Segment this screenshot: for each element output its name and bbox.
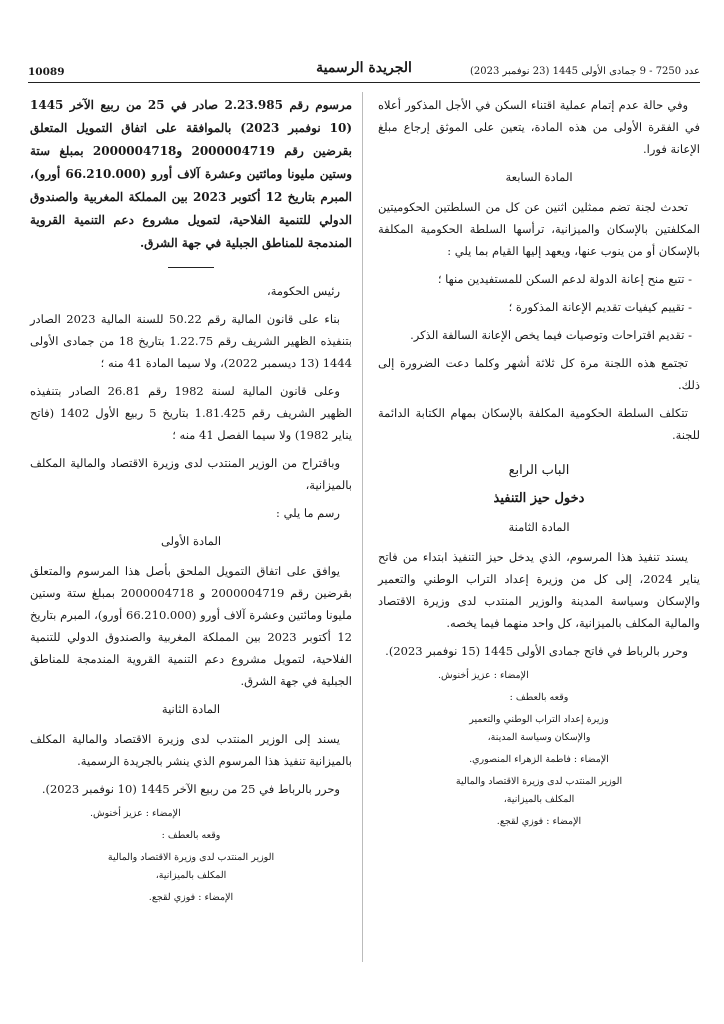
issue-info: عدد 7250 - 9 جمادى الأولى 1445 (23 نوفمبر 2023) [469, 66, 700, 77]
minister-title: وزيرة إعداد التراب الوطني والتعمير [469, 714, 609, 725]
head-of-government: رئيس الحكومة، [267, 284, 340, 298]
list-item: - تقديم اقتراحات وتوصيات فيما يخص الإعانة السالفة الذكر. [410, 328, 692, 342]
column-divider [362, 92, 363, 962]
signature: الإمضاء : عزيز أخنوش. [438, 670, 529, 681]
publication-title: الجريدة الرسمية [316, 60, 412, 76]
paragraph: تجتمع هذه اللجنة مرة كل ثلاثة أشهر وكلما دعت الضرورة إلى ذلك. [378, 356, 700, 392]
chapter-subheading: دخول حيز التنفيذ [493, 491, 585, 506]
decreed-line: رسم ما يلي : [276, 506, 340, 520]
paragraph: يوافق على اتفاق التمويل الملحق بأصل هذا المرسوم والمتعلق بقرضين رقم 2000004719 و 2000004718 بمبلغ ستة وستين مليونا ومائتين وعشرة آلاف أورو (66.210.000 أورو)، المبرم بتاريخ 12 أكتوبر 2023 بين المملكة المغربية والصندوق الدولي للتنمية الفلاحية، لتمويل مشروع دعم التنمية القروية المندمجة للمناطق الجبلية في جهة الشرق. [30, 564, 352, 688]
list-item: - تتبع منح إعانة الدولة لدعم السكن للمستفيدين منها ؛ [437, 272, 692, 286]
paragraph: وعلى قانون المالية لسنة 1982 رقم 26.81 الصادر بتنفيذه الظهير الشريف رقم 1.81.425 بتاريخ 5 ربيع الأول 1402 (فاتح يناير 1982) ولا سيما الفصل 41 منه ؛ [30, 384, 352, 442]
minister-title: المكلف بالميزانية، [503, 794, 575, 805]
signature: الإمضاء : فاطمة الزهراء المنصوري. [469, 754, 609, 765]
decree-title: مرسوم رقم 2.23.985 صادر في 25 من ربيع الآخر 1445 (10 نوفمبر 2023) بالموافقة على اتفاق التمويل المتعلق بقرضين رقم 2000004719 و2000004718 بمبلغ ستة وستين مليونا ومائتين وعشرة آلاف أورو (66.210.000 أورو)، المبرم بتاريخ 12 أكتوبر 2023 بين المملكة المغربية والصندوق الدولي للتنمية الفلاحية، لتمويل مشروع دعم التنمية القروية المندمجة للمناطق الجبلية في جهة الشرق. [30, 98, 353, 250]
left-column [30, 94, 352, 912]
date-line: وحرر بالرباط في فاتح جمادى الأولى 1445 (15 نوفمبر 2023). [385, 644, 688, 658]
minister-title: والإسكان وسياسة المدينة، [487, 732, 591, 743]
paragraph: وفي حالة عدم إتمام عملية اقتناء السكن في الأجل المذكور أعلاه في الفقرة الأولى من هذه المادة، يتعين على الموثق إرجاع مبلغ الإعانة فورا. [378, 98, 700, 156]
paragraph: بناء على قانون المالية رقم 50.22 للسنة المالية 2023 الصادر بتنفيذه الظهير الشريف رقم 1.22.75 بتاريخ 18 من جمادى الأولى 1444 (13 ديسمبر 2022)، ولا سيما المادة 41 منه ؛ [30, 312, 352, 370]
separator [168, 267, 214, 268]
date-line: وحرر بالرباط في 25 من ربيع الآخر 1445 (10 نوفمبر 2023). [41, 782, 340, 796]
signature: الإمضاء : عزيز أخنوش. [90, 808, 181, 819]
minister-title: الوزير المنتدب لدى وزيرة الاقتصاد والمالية [455, 776, 623, 787]
paragraph: يسند إلى الوزير المنتدب لدى وزيرة الاقتصاد والمالية المكلف بالميزانية تنفيذ هذا المرسوم الذي ينشر بالجريدة الرسمية. [30, 732, 352, 768]
article-heading: المادة الثانية [161, 702, 221, 716]
article-heading: المادة الثامنة [508, 520, 570, 534]
article-heading: المادة الأولى [160, 534, 222, 548]
paragraph: يسند تنفيذ هذا المرسوم، الذي يدخل حيز التنفيذ ابتداء من فاتح يناير 2024، إلى كل من وزيرة إعداد التراب الوطني والتعمير والإسكان وسياسة المدينة والوزير المنتدب لدى وزيرة الاقتصاد والمالية المكلف بالميزانية، كل واحد منهما فيما يخصه. [378, 550, 700, 630]
countersign-label: وقعه بالعطف : [161, 830, 221, 841]
article-heading: المادة السابعة [505, 170, 573, 184]
signature: الإمضاء : فوزي لقجع. [496, 816, 582, 827]
paragraph: تحدث لجنة تضم ممثلين اثنين عن كل من السلطتين الحكوميتين المكلفتين بالإسكان والميزانية، ترأسها السلطة الحكومية المكلفة بالإسكان أو من ينوب عنها، ويعهد إليها القيام بما يلي : [378, 200, 700, 258]
countersign-label: وقعه بالعطف : [509, 692, 569, 703]
signature: الإمضاء : فوزي لقجع. [148, 892, 234, 903]
paragraph: وباقتراح من الوزير المنتدب لدى وزيرة الاقتصاد والمالية المكلف بالميزانية، [30, 456, 352, 492]
minister-title: الوزير المنتدب لدى وزيرة الاقتصاد والمالية [107, 852, 275, 863]
right-column [378, 94, 700, 836]
page-header [28, 56, 700, 83]
chapter-heading: الباب الرابع [508, 463, 570, 478]
minister-title: المكلف بالميزانية، [155, 870, 227, 881]
page-number: 10089 [28, 66, 65, 78]
list-item: - تقييم كيفيات تقديم الإعانة المذكورة ؛ [508, 300, 692, 314]
paragraph: تتكلف السلطة الحكومية المكلفة بالإسكان بمهام الكتابة الدائمة للجنة. [378, 406, 700, 442]
